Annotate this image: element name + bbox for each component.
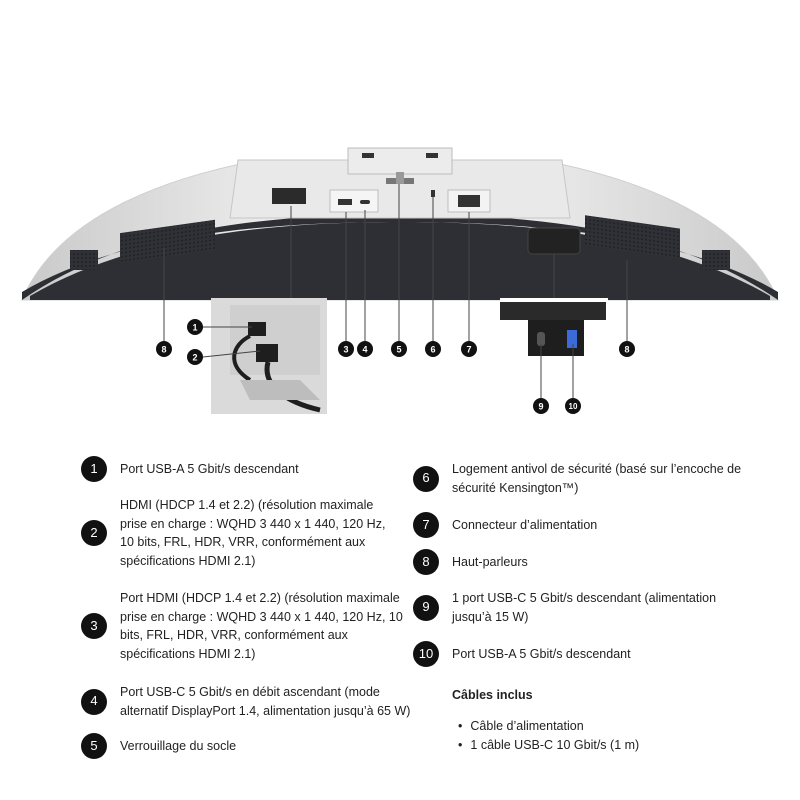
inset-usb-c-usb-a <box>500 298 608 376</box>
inset-usb-a-hdmi <box>211 298 327 414</box>
legend-item-3 <box>81 589 421 663</box>
svg-text:3: 3 <box>343 344 349 355</box>
legend-number: 4 <box>81 689 107 715</box>
legend-item-9 <box>413 589 783 626</box>
svg-text:2: 2 <box>192 352 198 363</box>
callout-8-left <box>156 341 172 357</box>
callout-3 <box>338 341 354 357</box>
legend-item-4 <box>81 683 421 720</box>
legend-item-7 <box>413 512 783 538</box>
svg-text:10: 10 <box>568 402 578 411</box>
legend-item-2 <box>81 496 401 570</box>
callout-5 <box>391 341 407 357</box>
legend-number: 6 <box>413 466 439 492</box>
cable-item: • 1 câble USB-C 10 Gbit/s (1 m) <box>458 736 639 755</box>
legend-number: 7 <box>413 512 439 538</box>
legend-text: HDMI (HDCP 1.4 et 2.2) (résolution maximale prise en charge : WQHD 3 440 x 1 440, 120 Hz, 10 bits, FRL, HDR, VRR, conformément aux spécifications HDMI 2.1) <box>120 498 386 568</box>
callout-4 <box>357 341 373 357</box>
legend-text: 1 port USB-C 5 Gbit/s descendant (alimentation jusqu’à 15 W) <box>452 591 717 624</box>
legend-number: 5 <box>81 733 107 759</box>
callout-10 <box>565 398 581 414</box>
legend-text: Port USB-C 5 Gbit/s en débit ascendant (mode alternatif DisplayPort 1.4, alimentation jusqu’à 65 W) <box>120 685 411 718</box>
legend-item-1 <box>81 456 401 482</box>
legend-text: Connecteur d’alimentation <box>452 517 598 532</box>
callout-6 <box>425 341 441 357</box>
legend-item-6 <box>413 460 783 497</box>
svg-text:8: 8 <box>161 344 167 355</box>
callout-9 <box>533 398 549 414</box>
legend-item-8 <box>413 549 783 575</box>
legend-item-10 <box>413 641 783 667</box>
svg-text:4: 4 <box>362 344 368 355</box>
callout-7 <box>461 341 477 357</box>
callout-2 <box>187 349 203 365</box>
callout-8-right <box>619 341 635 357</box>
legend-text: Port USB-A 5 Gbit/s descendant <box>452 646 631 661</box>
legend-number: 3 <box>81 613 107 639</box>
legend-number: 8 <box>413 549 439 575</box>
svg-text:9: 9 <box>538 401 544 412</box>
legend-number: 10 <box>413 641 439 667</box>
legend-text: Haut-parleurs <box>452 554 528 569</box>
callout-1 <box>187 319 203 335</box>
legend-text: Verrouillage du socle <box>120 738 237 753</box>
legend-number: 9 <box>413 595 439 621</box>
legend-number: 2 <box>81 520 107 546</box>
svg-text:6: 6 <box>430 344 436 355</box>
monitor-rear-view <box>22 148 778 300</box>
legend-item-5 <box>81 733 401 759</box>
cables-list <box>458 717 639 755</box>
cables-title: Câbles inclus <box>452 688 533 702</box>
legend-number: 1 <box>81 456 107 482</box>
legend-text: Logement antivol de sécurité (basé sur l’encoche de sécurité Kensington™) <box>452 462 742 495</box>
svg-text:8: 8 <box>624 344 630 355</box>
legend-text: Port HDMI (HDCP 1.4 et 2.2) (résolution maximale prise en charge : WQHD 3 440 x 1 440, 120 Hz, 10 bits, FRL, HDR, VRR, conformément aux spécifications HDMI 2.1) <box>120 591 403 661</box>
svg-text:7: 7 <box>466 344 472 355</box>
svg-text:1: 1 <box>192 322 198 333</box>
svg-text:5: 5 <box>396 344 402 355</box>
cable-item: • Câble d’alimentation <box>458 717 639 736</box>
legend-text: Port USB-A 5 Gbit/s descendant <box>120 461 299 476</box>
